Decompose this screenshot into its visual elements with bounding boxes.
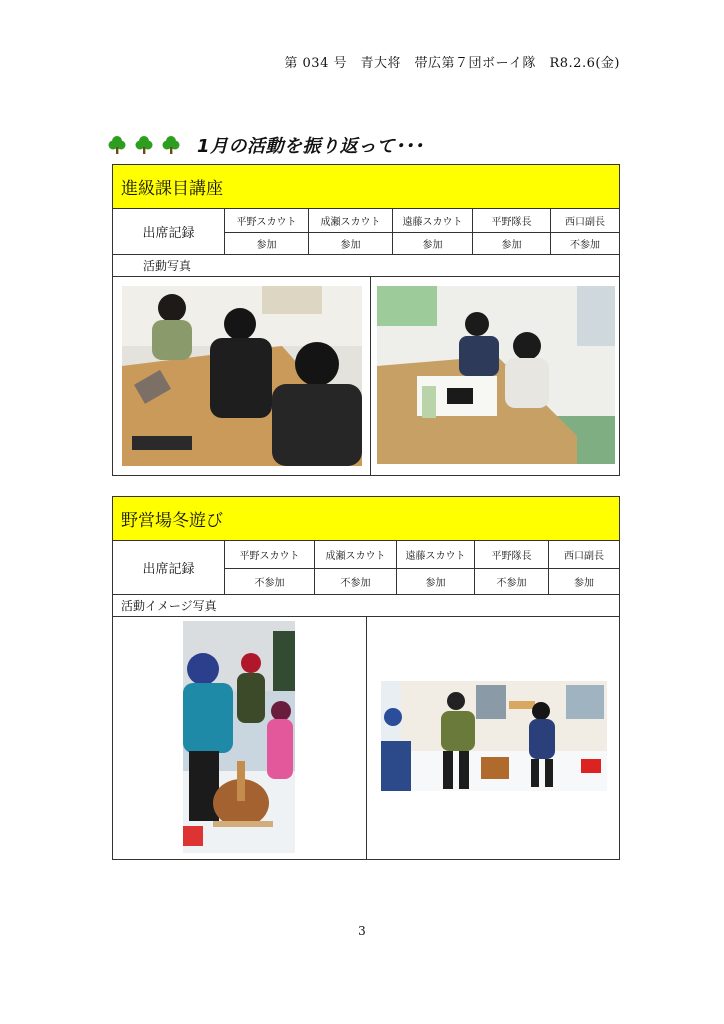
- member-name: 西口副長: [565, 216, 605, 228]
- newsletter-header: 第 034 号 青大将 帯広第７団ボーイ隊 R8.2.6(金): [284, 56, 620, 71]
- member-name: 平野隊長: [473, 209, 551, 232]
- section-title: 進級課目講座: [113, 165, 619, 209]
- activity-section-advancement: [112, 164, 620, 476]
- attendance-status: 不参加: [315, 569, 397, 595]
- photo-label: 活動写真: [113, 255, 619, 277]
- tree-icon: [162, 135, 180, 155]
- attendance-status: 不参加: [475, 569, 549, 595]
- attendance-table: [113, 541, 619, 595]
- activity-section-winter-camp: [112, 496, 620, 860]
- member-name: 西口副長: [564, 550, 604, 562]
- member-name: 遠藤スカウト: [397, 541, 475, 568]
- attendance-label: 出席記録: [113, 541, 225, 594]
- section-heading: [108, 132, 424, 158]
- photo-label: 活動イメージ写真: [113, 595, 619, 617]
- member-name: 平野隊長: [475, 541, 549, 568]
- activity-photo-classroom: [377, 286, 615, 464]
- attendance-table: [113, 209, 619, 255]
- section-title: 野営場冬遊び: [113, 497, 619, 541]
- attendance-status: 不参加: [570, 239, 600, 251]
- attendance-status: 参加: [397, 569, 475, 595]
- attendance-status: 参加: [574, 577, 594, 589]
- heading-title: 1月の活動を振り返って･･･: [197, 136, 424, 157]
- member-name: 平野スカウト: [225, 209, 309, 232]
- attendance-status: 参加: [393, 233, 473, 255]
- tree-icon: [108, 135, 126, 155]
- attendance-status: 参加: [473, 233, 551, 255]
- activity-photo-study: [122, 286, 362, 466]
- member-name: 平野スカウト: [225, 541, 315, 568]
- member-name: 成瀬スカウト: [309, 209, 393, 232]
- attendance-status: 参加: [309, 233, 393, 255]
- attendance-label: 出席記録: [113, 209, 225, 254]
- member-name: 成瀬スカウト: [315, 541, 397, 568]
- page-number: 3: [358, 924, 366, 938]
- activity-photo-snow-play: [381, 681, 607, 791]
- member-name: 遠藤スカウト: [393, 209, 473, 232]
- tree-icon: [135, 135, 153, 155]
- attendance-status: 参加: [225, 233, 309, 255]
- attendance-status: 不参加: [225, 569, 315, 595]
- activity-photo-mochi-pounding: [183, 621, 295, 853]
